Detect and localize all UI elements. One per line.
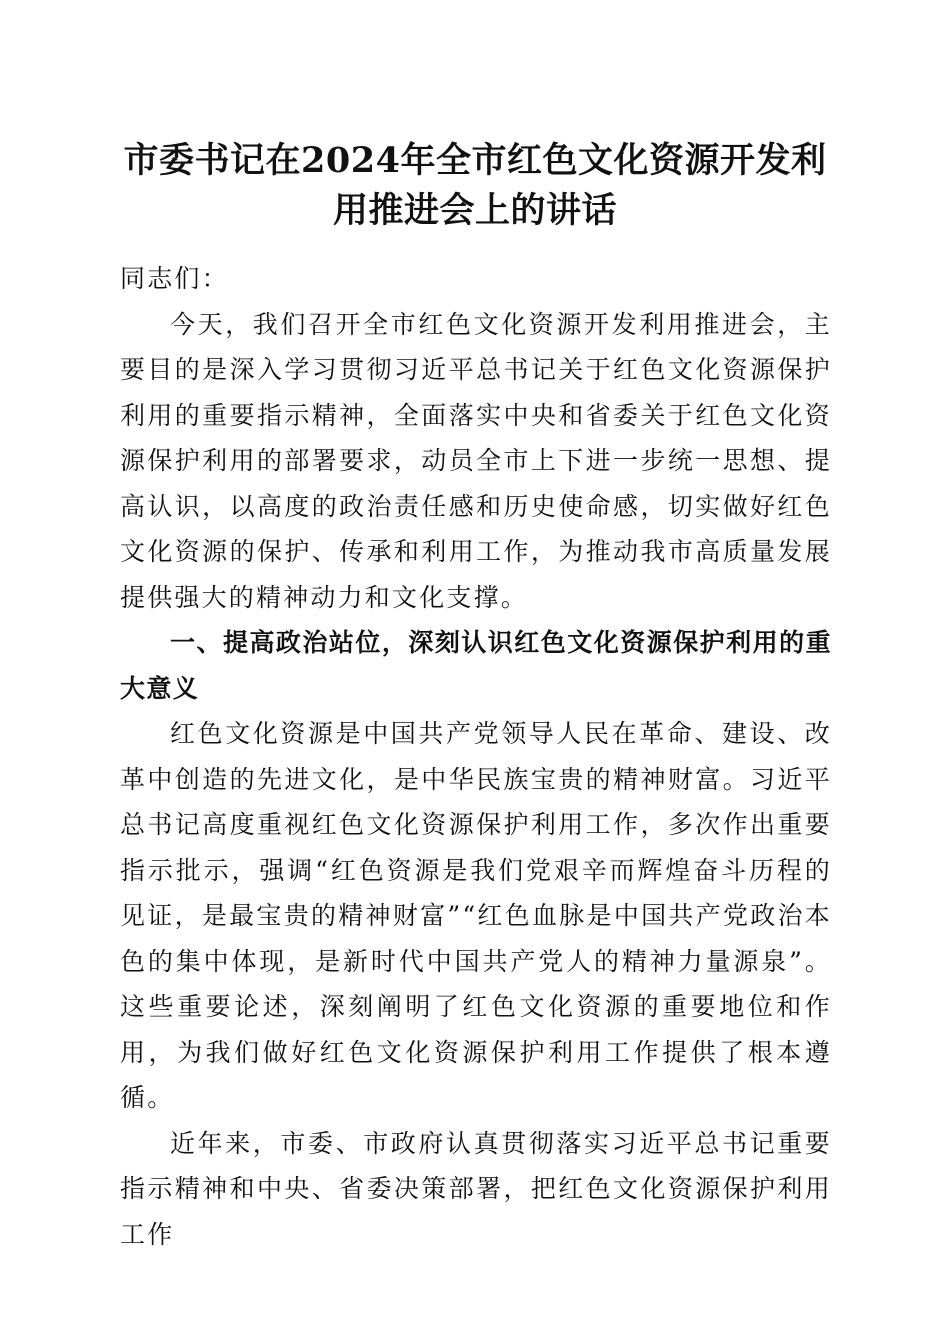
- document-title: 市委书记在2024年全市红色文化资源开发利用推进会上的讲话: [123, 140, 827, 231]
- intro-paragraph: 今天，我们召开全市红色文化资源开发利用推进会，主要目的是深入学习贯彻习近平总书记关于红色文化资源保护利用的重要指示精神，全面落实中央和省委关于红色文化资源保护利用的部署要求，动员全市上下进一步统一思想、提高认识，以高度的政治责任感和历史使命感，切实做好红色文化资源的保护、传承和利用工作，为推动我市高质量发展提供强大的精神动力和文化支撑。: [120, 309, 832, 612]
- section-heading: 一、提高政治站位，深刻认识红色文化资源保护利用的重大意义: [120, 628, 832, 703]
- salutation: 同志们：: [120, 264, 229, 293]
- section-paragraph: 近年来，市委、市政府认真贯彻落实习近平总书记重要指示精神和中央、省委决策部署，把红色文化资源保护利用工作: [120, 1128, 832, 1249]
- document-body: [120, 256, 832, 1257]
- section-paragraph: 红色文化资源是中国共产党领导人民在革命、建设、改革中创造的先进文化，是中华民族宝贵的精神财富。习近平总书记高度重视红色文化资源保护利用工作，多次作出重要指示批示，强调“红色资源是我们党艰辛而辉煌奋斗历程的见证，是最宝贵的精神财富”“红色血脉是中国共产党政治本色的集中体现，是新时代中国共产党人的精神力量源泉”。这些重要论述，深刻阐明了红色文化资源的重要地位和作用，为我们做好红色文化资源保护利用工作提供了根本遵循。: [120, 719, 832, 1112]
